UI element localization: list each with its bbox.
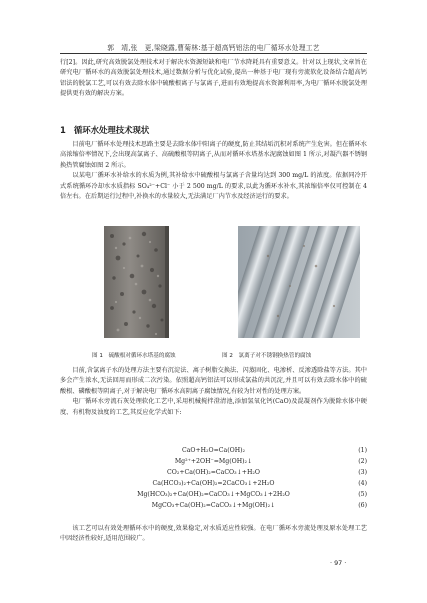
equation-number: (2) — [358, 458, 367, 465]
figure-2-photo — [238, 226, 360, 338]
equation-number: (6) — [358, 502, 367, 509]
equation-expression: MgCO₃+Ca(OH)₂=CaCO₃↓+Mg(OH)₂↓ — [151, 502, 276, 509]
section-paragraph-2: 以某电厂循环水补给水的水质为例,其补给水中硫酸根与氯离子含量均达到 300 mg/L 的浓度。依据同冷开式系统循环冷却水水质指标 SO₄²⁻+Cl⁻ 小于 2 500 mg/L 的要求,以此为循环水补水,其浓缩倍率仅可控制在 4 倍左右。在后期运行过程中,补换水的水量较大,无法满足厂内节水及经济运行的要求。 — [60, 172, 367, 201]
equation-number: (1) — [358, 447, 367, 454]
intro-text — [60, 58, 367, 100]
equation — [60, 478, 367, 489]
equation — [60, 500, 367, 511]
header-rule — [60, 53, 367, 54]
section-paragraph-4: 电厂循环水旁流石灰处理软化工艺中,采用机械搅拌澄清池,添加氢氧化钙(CaO)及混凝剂作为脱除水体中硬度、有机物及浊度的工艺,其反应化学式如下: — [60, 398, 367, 416]
equation-number: (3) — [358, 469, 367, 476]
closing-paragraph: 该工艺可以有效处理循环水中的硬度,效果稳定,对水质适应性较强。在电厂循环水旁流处理及原水处理工艺中因经济性较好,适用范围较广。 — [60, 525, 367, 543]
section-paragraph-1: 目前电厂循环水处理技术思路主要是去除水体中阳离子的硬度,防止其结垢沉积对系统产生危害。但在循环水高浓缩倍率情况下,会出现高氯离子、高硫酸根等阴离子,从而对循环水塔基水泥腐蚀如图 1 所示,对凝汽器不锈钢换热管腐蚀如图 2 所示。 — [60, 141, 367, 169]
running-header: 郭 靖,张 更,梁晓露,曹菊林:基于超高钙铝法的电厂循环水处理工艺 — [107, 44, 320, 52]
figure-1-caption: 图 1 硫酸根对循环水塔基的腐蚀 — [92, 353, 176, 359]
intro-paragraph: 行[2]。因此,研究高效脱氯处理技术对于解决水资源短缺和电厂节水降耗具有重要意义。针对以上现状,文章旨在研究电厂循环水的高效脱氯处理技术,通过数据分析与优化试验,提出一种基于电厂现有旁流软化设备结合超高钙铝法的脱氯工艺,可以有效去除水体中硫酸根离子与氯离子,进而有效地提高水资源利用率,为电厂循环水脱氯处理提供更有效的解决方案。 — [60, 59, 367, 98]
figure-1-photo — [104, 226, 169, 338]
section-body — [60, 140, 367, 202]
equation-expression: Mg²⁺+2OH⁻=Mg(OH)₂↓ — [174, 458, 253, 465]
equation-expression: Ca(HCO₃)₂+Ca(OH)₂=2CaCO₃↓+2H₂O — [152, 480, 275, 487]
equation — [60, 456, 367, 467]
equation — [60, 445, 367, 456]
equation-number: (5) — [358, 491, 367, 498]
closing-text — [60, 524, 367, 545]
equation-list — [60, 445, 367, 511]
page-number: · 97 · — [330, 559, 347, 567]
section-heading — [60, 124, 367, 136]
section-paragraph-3: 目前,含氯离子水的处理方法主要有沉淀法、离子树脂交换法、闪蒸固化、电渗析、反渗透除盐等方法。其中多会产生浓水,无法回用而形成二次污染。依照超高钙铝法可以形成氯盐的共沉淀,并且可以有效去除水体中的硫酸根、磷酸根等阴离子,对于解决电厂循环水高阴离子腐蚀情况,有较为针对性的处理方案。 — [60, 367, 367, 395]
section-number: 1 — [60, 125, 66, 135]
equation-number: (4) — [358, 480, 367, 487]
equation-expression: CaO+H₂O=Ca(OH)₂ — [181, 447, 245, 454]
equation-expression: CO₂+Ca(OH)₂=CaCO₃↓+H₂O — [167, 469, 260, 476]
section-body-continued — [60, 366, 367, 418]
equation-expression: Mg(HCO₃)₂+Ca(OH)₂=CaCO₃↓+MgCO₃↓+2H₂O — [137, 491, 290, 498]
equation — [60, 467, 367, 478]
equation — [60, 489, 367, 500]
figure-2-caption: 图 2 氯离子对不锈钢换热管的腐蚀 — [222, 353, 312, 359]
section-title: 循环水处理技术现状 — [73, 125, 150, 135]
